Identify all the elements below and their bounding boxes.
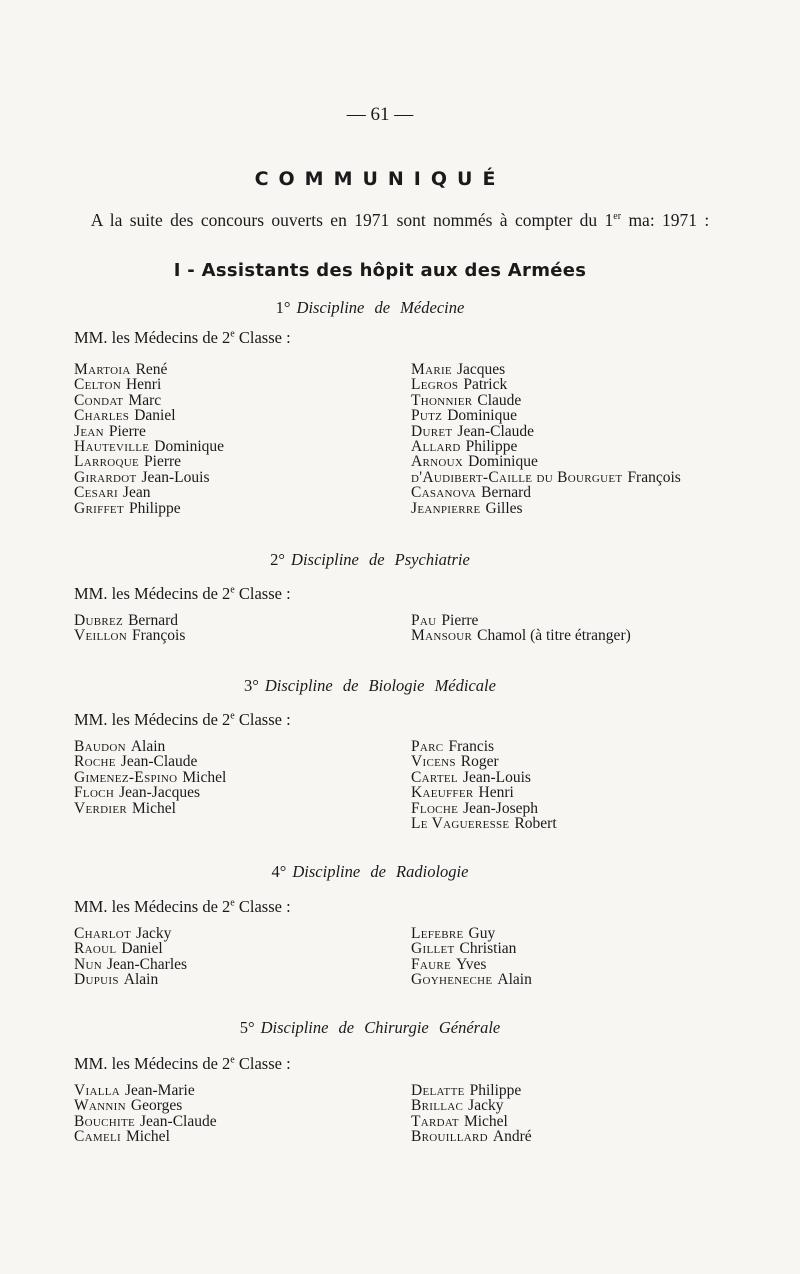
first-name: Philippe xyxy=(465,438,518,456)
list-item xyxy=(411,1114,532,1129)
surname: Cesari xyxy=(74,484,118,502)
first-name: Gilles xyxy=(485,499,523,517)
list-item xyxy=(411,1098,532,1113)
surname: Delatte xyxy=(411,1082,465,1099)
first-name: Pierre xyxy=(108,422,146,440)
discipline-title xyxy=(0,862,740,882)
surname: Faure xyxy=(411,955,452,973)
first-name: Alain xyxy=(497,971,532,989)
first-name: François xyxy=(132,627,186,645)
first-name: Alain xyxy=(130,738,166,755)
first-name: Yves xyxy=(456,955,487,973)
first-name: André xyxy=(492,1128,532,1146)
recipients-line xyxy=(74,328,291,348)
surname: Dubrez xyxy=(74,612,124,629)
recipients-superscript: e xyxy=(230,897,235,909)
first-name: Bernard xyxy=(481,484,532,502)
recipients-text: MM. les Médecins de 2 xyxy=(74,710,231,729)
surname: Condat xyxy=(74,391,124,409)
surname: Griffet xyxy=(74,499,124,517)
first-name: Jean-Louis xyxy=(462,768,531,786)
list-item xyxy=(74,408,224,423)
surname: d'Audibert-Caille du Bourguet xyxy=(411,468,623,486)
list-item xyxy=(411,613,631,628)
first-name: Michel xyxy=(132,799,176,817)
list-item xyxy=(411,362,681,377)
surname: Raoul xyxy=(74,940,117,958)
surname: Larroque xyxy=(74,453,140,471)
surname: Kaeuffer xyxy=(411,784,474,802)
list-item xyxy=(74,613,185,628)
surname: Goyheneche xyxy=(411,971,493,989)
list-item xyxy=(74,628,185,643)
recipients-text: MM. les Médecins de 2 xyxy=(74,897,231,916)
discipline-number: 5° xyxy=(239,1018,255,1037)
surname: Brillac xyxy=(411,1097,464,1115)
first-name: Jacky xyxy=(468,1097,504,1115)
first-name: Jean-Marie xyxy=(124,1082,195,1099)
list-item xyxy=(411,785,557,800)
discipline-title xyxy=(0,550,740,570)
recipients-superscript: e xyxy=(230,710,235,722)
surname: Cameli xyxy=(74,1128,121,1146)
surname: Mansour xyxy=(411,627,473,645)
recipients-tail: Classe : xyxy=(234,1054,291,1073)
surname: Arnoux xyxy=(411,453,464,471)
list-item xyxy=(411,377,681,392)
list-item xyxy=(411,454,681,469)
surname: Vicens xyxy=(411,753,456,771)
list-item xyxy=(74,470,224,485)
list-item xyxy=(74,454,224,469)
first-name: Henri xyxy=(125,376,162,394)
list-item xyxy=(74,785,226,800)
list-item xyxy=(74,770,226,785)
surname: Floch xyxy=(74,784,115,802)
names-column-left xyxy=(74,613,185,644)
surname: Roche xyxy=(74,753,116,771)
intro-tail: ma: 1971 : xyxy=(621,210,710,230)
surname: Hauteville xyxy=(74,438,150,456)
list-item xyxy=(411,393,681,408)
surname: Veillon xyxy=(74,627,128,645)
page-title: COMMUNIQUÉ xyxy=(254,168,506,190)
discipline-label: Discipline de Chirurgie Générale xyxy=(260,1018,501,1037)
first-name: Dominique xyxy=(468,453,538,471)
surname: Le Vagueresse xyxy=(411,815,510,833)
intro-text: A la suite des concours ouverts en 1971 sont nommés à compter du 1 xyxy=(90,210,614,230)
surname: Bouchite xyxy=(74,1112,136,1130)
recipients-superscript: e xyxy=(230,328,235,340)
first-name: Chamol (à titre étranger) xyxy=(477,627,631,645)
recipients-tail: Classe : xyxy=(234,584,291,603)
first-name: Francis xyxy=(448,738,495,755)
surname: Tardat xyxy=(411,1112,459,1130)
first-name: Michel xyxy=(182,768,227,786)
surname: Thonnier xyxy=(411,391,473,409)
first-name: Dominique xyxy=(154,438,225,456)
recipients-text: MM. les Médecins de 2 xyxy=(74,1054,231,1073)
first-name: Jacques xyxy=(456,361,506,378)
first-name: Guy xyxy=(468,925,496,942)
surname: Marie xyxy=(411,361,452,378)
first-name: Philippe xyxy=(469,1082,522,1099)
names-column-left xyxy=(74,1083,217,1145)
list-item xyxy=(411,816,557,831)
names-column-left xyxy=(74,926,187,988)
section-heading: I - Assistants des hôpit aux des Armées xyxy=(173,260,587,281)
list-item xyxy=(74,754,226,769)
names-column-right xyxy=(411,362,681,516)
first-name: Claude xyxy=(477,391,522,409)
list-item xyxy=(411,1083,532,1098)
first-name: Jean-Jacques xyxy=(119,784,200,802)
surname: Gimenez-Espino xyxy=(74,768,178,786)
recipients-tail: Classe : xyxy=(234,710,291,729)
discipline-title xyxy=(0,1018,740,1038)
discipline-number: 3° xyxy=(244,676,259,695)
surname: Brouillard xyxy=(411,1128,488,1146)
recipients-text: MM. les Médecins de 2 xyxy=(74,328,231,347)
list-item xyxy=(411,754,557,769)
names-column-left xyxy=(74,739,226,816)
list-item xyxy=(411,1129,532,1144)
list-item xyxy=(74,1098,217,1113)
surname: Jean xyxy=(74,422,104,440)
first-name: Pierre xyxy=(144,453,182,471)
surname: Martoia xyxy=(74,361,131,378)
recipients-tail: Classe : xyxy=(234,897,291,916)
first-name: François xyxy=(627,468,681,486)
first-name: Christian xyxy=(459,940,517,958)
discipline-title xyxy=(0,298,740,318)
list-item xyxy=(74,393,224,408)
list-item xyxy=(411,439,681,454)
list-item xyxy=(411,470,681,485)
first-name: Jean-Claude xyxy=(140,1112,217,1130)
first-name: Jean-Charles xyxy=(106,955,188,973)
first-name: Jean xyxy=(122,484,151,502)
first-name: Jacky xyxy=(136,925,172,942)
first-name: Jean-Louis xyxy=(141,468,210,486)
list-item xyxy=(411,485,681,500)
surname: Dupuis xyxy=(74,971,119,989)
recipients-line xyxy=(74,584,291,604)
intro-superscript: er xyxy=(613,211,622,223)
first-name: Alain xyxy=(123,971,159,989)
list-item xyxy=(74,501,224,516)
surname: Floche xyxy=(411,799,459,817)
list-item xyxy=(411,801,557,816)
surname: Charlot xyxy=(74,925,132,942)
surname: Legros xyxy=(411,376,459,394)
surname: Nun xyxy=(74,955,102,973)
surname: Cartel xyxy=(411,768,458,786)
first-name: Philippe xyxy=(128,499,181,517)
surname: Allard xyxy=(411,438,461,456)
list-item xyxy=(74,801,226,816)
surname: Celton xyxy=(74,376,121,394)
first-name: Jean-Claude xyxy=(457,422,535,440)
list-item xyxy=(411,770,557,785)
surname: Pau xyxy=(411,612,437,629)
surname: Girardot xyxy=(74,468,137,486)
recipients-line xyxy=(74,710,291,730)
list-item xyxy=(74,972,187,987)
list-item xyxy=(74,485,224,500)
recipients-text: MM. les Médecins de 2 xyxy=(74,584,231,603)
recipients-line xyxy=(74,897,291,917)
intro-paragraph xyxy=(0,210,800,231)
first-name: Daniel xyxy=(134,407,176,425)
list-item xyxy=(74,377,224,392)
names-column-right xyxy=(411,613,631,644)
list-item xyxy=(411,408,681,423)
list-item xyxy=(411,424,681,439)
names-column-right xyxy=(411,1083,532,1145)
surname: Verdier xyxy=(74,799,128,817)
list-item xyxy=(411,972,532,987)
list-item xyxy=(74,739,226,754)
first-name: Georges xyxy=(130,1097,183,1115)
list-item xyxy=(74,424,224,439)
names-column-right xyxy=(411,926,532,988)
discipline-label: Discipline de Psychiatrie xyxy=(291,550,470,569)
list-item xyxy=(74,957,187,972)
recipients-line xyxy=(74,1054,291,1074)
surname: Jeanpierre xyxy=(411,499,481,517)
surname: Parc xyxy=(411,738,444,755)
first-name: Michel xyxy=(463,1112,508,1130)
list-item xyxy=(74,1114,217,1129)
surname: Putz xyxy=(411,407,443,425)
first-name: Roger xyxy=(460,753,499,771)
list-item xyxy=(74,362,224,377)
discipline-number: 1° xyxy=(275,298,291,317)
names-column-left xyxy=(74,362,224,516)
list-item xyxy=(411,739,557,754)
surname: Duret xyxy=(411,422,453,440)
first-name: Jean-Claude xyxy=(120,753,198,771)
first-name: Patrick xyxy=(463,376,508,394)
list-item xyxy=(74,1129,217,1144)
surname: Casanova xyxy=(411,484,477,502)
list-item xyxy=(74,941,187,956)
discipline-title xyxy=(0,676,740,696)
page-number: — 61 — xyxy=(346,104,414,125)
recipients-tail: Classe : xyxy=(234,328,291,347)
list-item xyxy=(74,926,187,941)
first-name: Henri xyxy=(478,784,514,802)
list-item xyxy=(411,941,532,956)
discipline-label: Discipline de Médecine xyxy=(296,298,465,317)
first-name: Robert xyxy=(514,815,557,833)
discipline-label: Discipline de Biologie Médicale xyxy=(264,676,496,695)
surname: Vialla xyxy=(74,1082,120,1099)
recipients-superscript: e xyxy=(230,584,235,596)
first-name: René xyxy=(135,361,168,378)
list-item xyxy=(411,957,532,972)
first-name: Marc xyxy=(128,391,162,409)
surname: Lefebre xyxy=(411,925,464,942)
discipline-label: Discipline de Radiologie xyxy=(292,862,469,881)
list-item xyxy=(411,926,532,941)
first-name: Michel xyxy=(125,1128,170,1146)
list-item xyxy=(411,628,631,643)
first-name: Jean-Joseph xyxy=(463,799,538,817)
list-item xyxy=(74,1083,217,1098)
first-name: Pierre xyxy=(441,612,479,629)
discipline-number: 4° xyxy=(271,862,287,881)
list-item xyxy=(74,439,224,454)
recipients-superscript: e xyxy=(230,1054,235,1066)
first-name: Daniel xyxy=(121,940,163,958)
surname: Baudon xyxy=(74,738,126,755)
names-column-right xyxy=(411,739,557,831)
first-name: Bernard xyxy=(128,612,178,629)
surname: Wannin xyxy=(74,1097,126,1115)
surname: Gillet xyxy=(411,940,455,958)
discipline-number: 2° xyxy=(270,550,286,569)
list-item xyxy=(411,501,681,516)
first-name: Dominique xyxy=(447,407,517,425)
surname: Charles xyxy=(74,407,130,425)
